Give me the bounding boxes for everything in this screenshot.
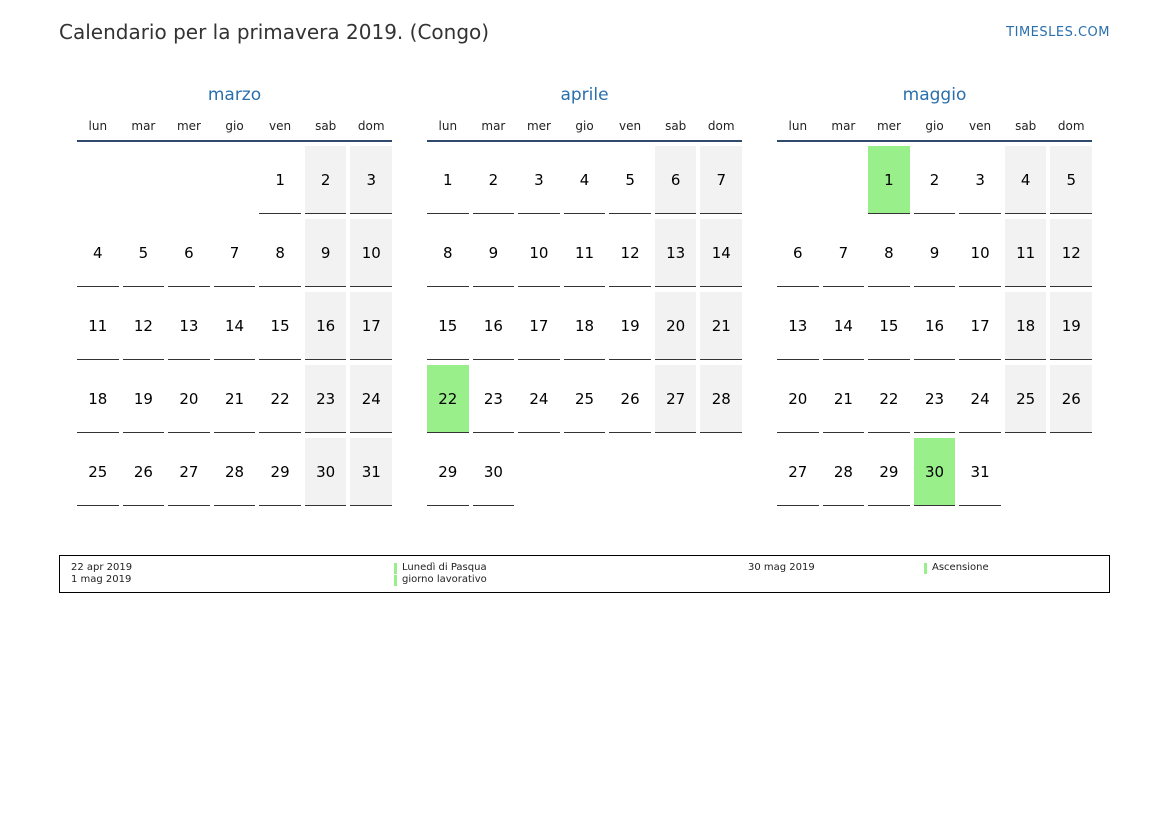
weekday-label: mer [876, 119, 901, 133]
day-cell-weekend: 6 [655, 146, 697, 214]
day-cell-weekend: 2 [305, 146, 347, 214]
weekday-label: sab [665, 119, 687, 133]
week-row [427, 292, 742, 360]
weekday-label: sab [315, 119, 337, 133]
day-cell: 15 [259, 292, 301, 360]
day-cell: 17 [959, 292, 1001, 360]
day-cell: 7 [214, 219, 256, 287]
week-row [77, 146, 392, 214]
day-cell-weekend: 18 [1005, 292, 1047, 360]
day-cell: 11 [77, 292, 119, 360]
site-link[interactable]: TIMESLES.COM [1006, 25, 1110, 40]
empty-cell [1005, 438, 1047, 505]
day-cell: 7 [823, 219, 865, 287]
week-row [77, 438, 392, 506]
day-cell-weekend: 21 [700, 292, 742, 360]
week-row [427, 438, 742, 506]
day-cell: 4 [564, 146, 606, 214]
weekday-label: mar [481, 119, 506, 133]
day-cell: 9 [914, 219, 956, 287]
week-row [77, 365, 392, 433]
holiday-legend [59, 555, 1110, 593]
day-cell-weekend: 27 [655, 365, 697, 433]
day-cell: 9 [473, 219, 515, 287]
day-cell-weekend: 12 [1050, 219, 1092, 287]
day-cell: 19 [123, 365, 165, 433]
day-cell-weekend: 25 [1005, 365, 1047, 433]
day-cell: 5 [123, 219, 165, 287]
weekday-label: mer [526, 119, 551, 133]
day-cell: 5 [609, 146, 651, 214]
empty-cell [655, 438, 697, 505]
day-cell: 1 [259, 146, 301, 214]
empty-cell [700, 438, 742, 505]
month-title: marzo [207, 85, 262, 105]
day-cell: 16 [473, 292, 515, 360]
empty-cell [168, 146, 210, 213]
day-cell: 24 [518, 365, 560, 433]
day-cell-holiday: 30 [914, 438, 956, 506]
day-cell-weekend: 23 [305, 365, 347, 433]
empty-cell [1050, 438, 1092, 505]
day-cell: 13 [777, 292, 819, 360]
week-row [427, 365, 742, 433]
day-cell-weekend: 24 [350, 365, 392, 433]
day-cell: 24 [959, 365, 1001, 433]
day-cell-weekend: 16 [305, 292, 347, 360]
weekday-header [777, 114, 1092, 142]
day-cell-weekend: 19 [1050, 292, 1092, 360]
day-cell: 22 [259, 365, 301, 433]
day-cell-weekend: 3 [350, 146, 392, 214]
day-cell-weekend: 5 [1050, 146, 1092, 214]
day-cell: 29 [427, 438, 469, 506]
month-title: maggio [902, 85, 967, 105]
empty-cell [123, 146, 165, 213]
day-cell: 12 [123, 292, 165, 360]
day-cell-weekend: 17 [350, 292, 392, 360]
day-cell: 6 [777, 219, 819, 287]
day-cell: 15 [427, 292, 469, 360]
weekday-label: ven [619, 119, 642, 133]
day-cell: 26 [609, 365, 651, 433]
day-cell: 29 [259, 438, 301, 506]
week-row [777, 219, 1092, 287]
weekday-label: ven [269, 119, 292, 133]
day-cell-weekend: 30 [305, 438, 347, 506]
day-cell: 3 [518, 146, 560, 214]
week-row [77, 219, 392, 287]
day-cell: 14 [823, 292, 865, 360]
day-cell-weekend: 9 [305, 219, 347, 287]
day-cell: 17 [518, 292, 560, 360]
day-cell-weekend: 31 [350, 438, 392, 506]
day-cell: 6 [168, 219, 210, 287]
day-cell: 26 [123, 438, 165, 506]
weekday-label: lun [438, 119, 458, 133]
day-cell: 2 [914, 146, 956, 214]
day-cell: 20 [777, 365, 819, 433]
day-cell: 25 [564, 365, 606, 433]
weeks [77, 146, 392, 506]
day-cell: 19 [609, 292, 651, 360]
day-cell-holiday: 1 [868, 146, 910, 214]
day-cell: 22 [868, 365, 910, 433]
empty-cell [518, 438, 560, 505]
day-cell: 4 [77, 219, 119, 287]
weekday-label: mar [831, 119, 856, 133]
empty-cell [823, 146, 865, 213]
day-cell: 12 [609, 219, 651, 287]
week-row [777, 438, 1092, 506]
legend-holiday-name: Lunedì di Pasqua [402, 562, 487, 573]
weekday-label: dom [357, 119, 385, 133]
day-cell-weekend: 14 [700, 219, 742, 287]
day-cell: 18 [77, 365, 119, 433]
day-cell: 11 [564, 219, 606, 287]
day-cell-weekend: 11 [1005, 219, 1047, 287]
day-cell: 8 [259, 219, 301, 287]
day-cell: 18 [564, 292, 606, 360]
legend-holiday-name: giorno lavorativo [402, 574, 487, 585]
empty-cell [609, 438, 651, 505]
day-cell-weekend: 26 [1050, 365, 1092, 433]
empty-cell [777, 146, 819, 213]
day-cell: 8 [427, 219, 469, 287]
day-cell-holiday: 22 [427, 365, 469, 433]
week-row [77, 292, 392, 360]
weeks [427, 146, 742, 506]
weekday-label: dom [1057, 119, 1085, 133]
week-row [427, 219, 742, 287]
legend-holiday-name: Ascensione [932, 562, 989, 573]
day-cell: 15 [868, 292, 910, 360]
day-cell: 10 [959, 219, 1001, 287]
week-row [777, 292, 1092, 360]
day-cell: 23 [914, 365, 956, 433]
day-cell-weekend: 10 [350, 219, 392, 287]
empty-cell [564, 438, 606, 505]
day-cell: 30 [473, 438, 515, 506]
weekday-label: ven [969, 119, 992, 133]
weekday-label: mar [131, 119, 156, 133]
day-cell-weekend: 7 [700, 146, 742, 214]
weekday-label: lun [88, 119, 108, 133]
week-row [777, 146, 1092, 214]
day-cell: 23 [473, 365, 515, 433]
page-title: Calendario per la primavera 2019. (Congo) [59, 20, 490, 44]
day-cell: 21 [214, 365, 256, 433]
week-row [777, 365, 1092, 433]
weekday-label: gio [925, 119, 944, 133]
day-cell: 8 [868, 219, 910, 287]
day-cell: 16 [914, 292, 956, 360]
day-cell: 3 [959, 146, 1001, 214]
weekday-header [427, 114, 742, 142]
weekday-label: sab [1015, 119, 1037, 133]
weeks [777, 146, 1092, 506]
weekday-label: mer [176, 119, 201, 133]
day-cell: 31 [959, 438, 1001, 506]
day-cell: 28 [214, 438, 256, 506]
legend-holiday-swatch [394, 563, 397, 574]
day-cell: 27 [777, 438, 819, 506]
legend-date: 1 mag 2019 [71, 574, 132, 585]
legend-holiday-swatch [394, 575, 397, 586]
day-cell: 20 [168, 365, 210, 433]
day-cell-weekend: 4 [1005, 146, 1047, 214]
day-cell: 29 [868, 438, 910, 506]
day-cell: 21 [823, 365, 865, 433]
empty-cell [77, 146, 119, 213]
day-cell: 10 [518, 219, 560, 287]
weekday-header [77, 114, 392, 142]
legend-date: 22 apr 2019 [71, 562, 133, 573]
legend-date: 30 mag 2019 [748, 562, 815, 573]
day-cell-weekend: 28 [700, 365, 742, 433]
day-cell-weekend: 20 [655, 292, 697, 360]
month-may [777, 82, 1092, 506]
day-cell: 14 [214, 292, 256, 360]
month-march [77, 82, 392, 506]
month-april [427, 82, 742, 506]
day-cell: 27 [168, 438, 210, 506]
weekday-label: lun [788, 119, 808, 133]
day-cell: 28 [823, 438, 865, 506]
empty-cell [214, 146, 256, 213]
legend-holiday-swatch [924, 563, 927, 574]
weekday-label: dom [707, 119, 735, 133]
month-title: aprile [560, 85, 609, 105]
day-cell: 25 [77, 438, 119, 506]
weekday-label: gio [575, 119, 594, 133]
day-cell-weekend: 13 [655, 219, 697, 287]
day-cell: 1 [427, 146, 469, 214]
weekday-label: gio [225, 119, 244, 133]
week-row [427, 146, 742, 214]
day-cell: 2 [473, 146, 515, 214]
day-cell: 13 [168, 292, 210, 360]
